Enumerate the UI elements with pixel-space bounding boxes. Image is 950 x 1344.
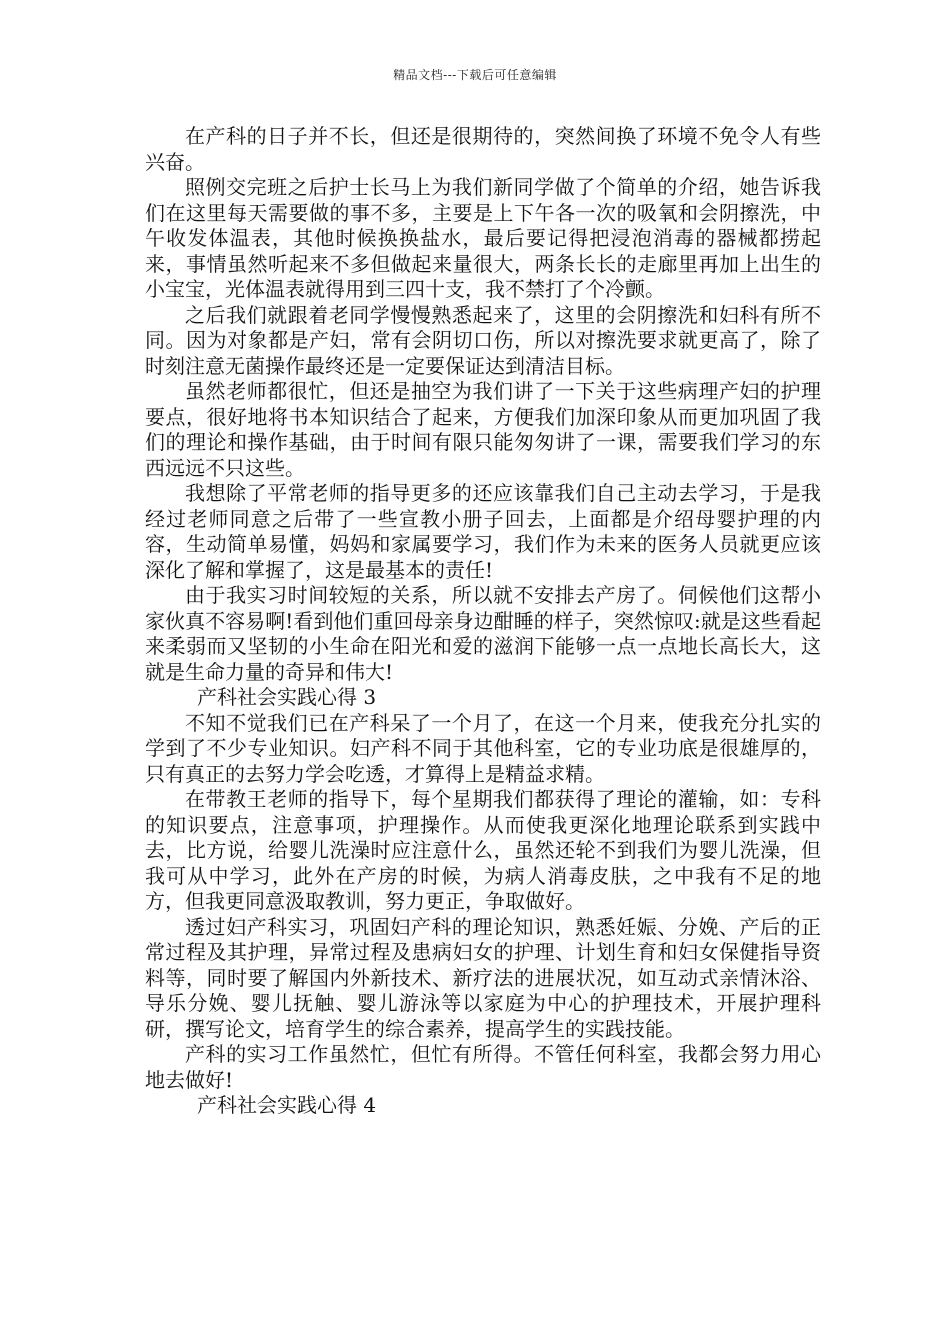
section-heading: 产科社会实践心得 4 [197, 1093, 377, 1117]
paragraph: 在产科的日子并不长，但还是很期待的，突然间换了环境不免令人有些兴奋。 [145, 124, 821, 174]
paragraph: 虽然老师都很忙，但还是抽空为我们讲了一下关于这些病理产妇的护理要点，很好地将书本知识结合了起来，方便我们加深印象从而更加巩固了我们的理论和操作基础，由于时间有限只能匆匆讲了一课，需要我们学习的东西远远不只这些。 [145, 379, 821, 480]
page-header: 精品文档---下载后可任意编辑 [393, 68, 557, 82]
section-heading: 产科社会实践心得 3 [197, 685, 377, 709]
paragraph: 之后我们就跟着老同学慢慢熟悉起来了，这里的会阴擦洗和妇科有所不同。因为对象都是产妇，常有会阴切口伤，所以对擦洗要求就更高了，除了时刻注意无菌操作最终还是一定要保证达到清洁目标。 [145, 302, 821, 378]
paragraph: 在带教王老师的指导下，每个星期我们都获得了理论的灌输，如：专科的知识要点，注意事项，护理操作。从而使我更深化地理论联系到实践中去，比方说，给婴儿洗澡时应注意什么，虽然还轮不到我们为婴儿洗澡，但我可从中学习，此外在产房的时候，为病人消毒皮肤，之中我有不足的地方，但我更同意汲取教训，努力更正，争取做好。 [145, 787, 821, 913]
paragraph: 产科的实习工作虽然忙，但忙有所得。不管任何科室，我都会努力用心地去做好! [145, 1042, 821, 1092]
paragraph: 照例交完班之后护士长马上为我们新同学做了个简单的介绍，她告诉我们在这里每天需要做的事不多，主要是上下午各一次的吸氧和会阴擦洗，中午收发体温表，其他时候换换盐水，最后要记得把浸泡消毒的器械都捞起来，事情虽然听起来不多但做起来量很大，两条长长的走廊里再加上出生的小宝宝，光体温表就得用到三四十支，我不禁打了个冷颤。 [145, 175, 821, 301]
paragraph: 我想除了平常老师的指导更多的还应该靠我们自己主动去学习，于是我经过老师同意之后带了一些宣教小册子回去，上面都是介绍母婴护理的内容，生动简单易懂，妈妈和家属要学习，我们作为未来的医务人员就更应该深化了解和掌握了，这是最基本的责任! [145, 481, 821, 582]
paragraph: 由于我实习时间较短的关系，所以就不安排去产房了。伺候他们这帮小家伙真不容易啊!看到他们重回母亲身边酣睡的样子，突然惊叹:就是这些看起来柔弱而又坚韧的小生命在阳光和爱的滋润下能够一点一点地长高长大，这就是生命力量的奇异和伟大! [145, 583, 821, 684]
paragraph: 不知不觉我们已在产科呆了一个月了，在这一个月来，使我充分扎实的学到了不少专业知识。妇产科不同于其他科室，它的专业功底是很雄厚的，只有真正的去努力学会吃透，才算得上是精益求精。 [145, 710, 821, 786]
paragraph: 透过妇产科实习，巩固妇产科的理论知识，熟悉妊娠、分娩、产后的正常过程及其护理，异常过程及患病妇女的护理、计划生育和妇女保健指导资料等，同时要了解国内外新技术、新疗法的进展状况，如互动式亲情沐浴、导乐分娩、婴儿抚触、婴儿游泳等以家庭为中心的护理技术，开展护理科研，撰写论文，培育学生的综合素养，提高学生的实践技能。 [145, 914, 821, 1041]
document-body [145, 124, 821, 1119]
